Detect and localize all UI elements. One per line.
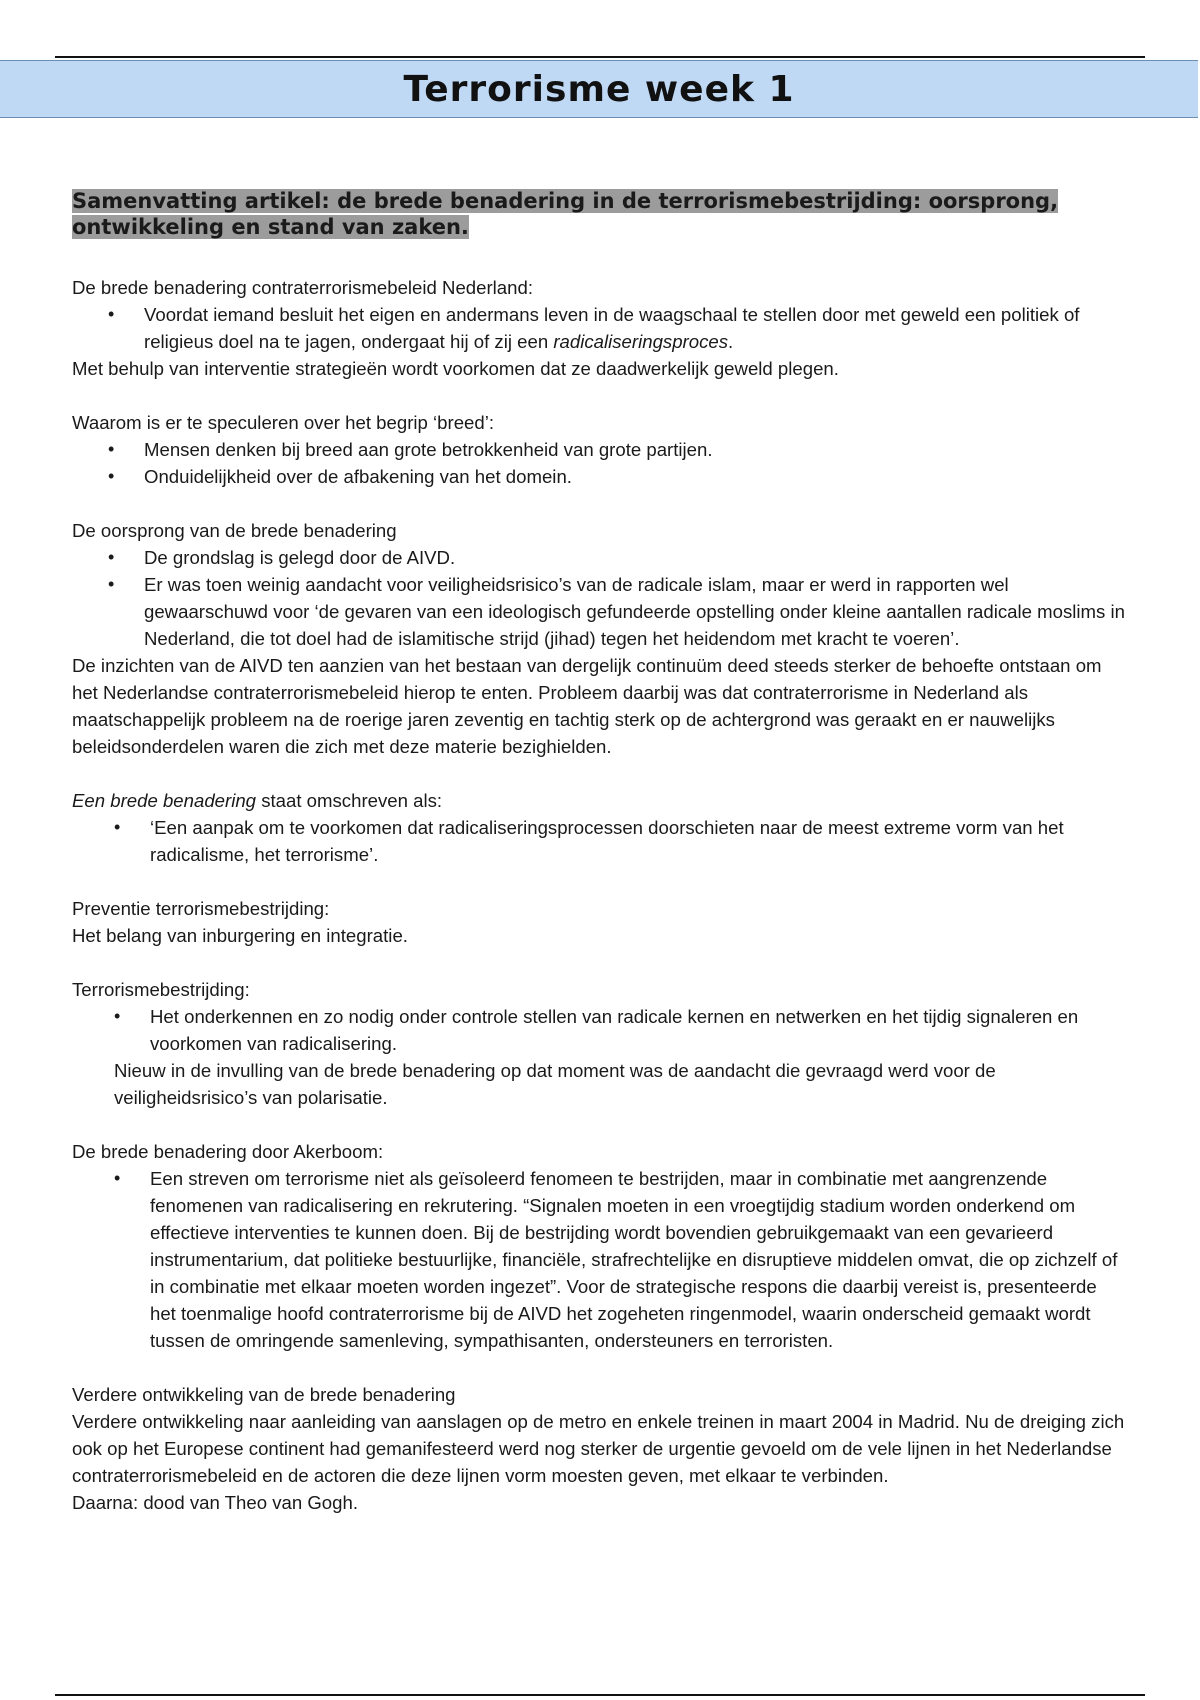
section-heading-breed: Waarom is er te speculeren over het begrip ‘breed’: [72,412,495,433]
list-item: • Een streven om terrorisme niet als geïsoleerd fenomeen te bestrijden, maar in combinatie met aangrenzende fenomenen van radicalisering en rekrutering. “Signalen moeten in een vroegtijdig stadium worden onderkend om effectieve interventies te kunnen doen. Bij de bestrijding wordt bovendien gebruikgemaakt van een gevarieerd instrumentarium, dat politieke bestuurlijke, financiële, strafrechtelijke en disruptieve middelen omvat, die op zichzelf of in combinatie met elkaar moeten worden ingezet”. Voor de strategische respons die daarbij vereist is, presenteerde het toenmalige hoofd contraterrorisme bij de AIVD het zogeheten ringenmodel, waarin onderscheid gemaakt wordt tussen de omringende samenleving, sympathisanten, ondersteuners en terroristen. [72,1165,1127,1354]
list-item: • ‘Een aanpak om te voorkomen dat radicaliseringsprocessen doorschieten naar de meest extreme vorm van het radicalisme, het terrorisme’. [72,814,1127,868]
paragraph: Nieuw in de invulling van de brede benadering op dat moment was de aandacht die gevraagd werd voor de veiligheidsrisico’s van polarisatie. [114,1060,996,1108]
article-subtitle [72,188,1127,240]
section-heading-akerboom: De brede benadering door Akerboom: [72,1141,384,1162]
list-item [72,301,1127,355]
bottom-rule [55,1694,1145,1696]
page-title: Terrorisme week 1 [403,68,795,110]
list-akerboom [72,1165,1127,1354]
paragraph: Met behulp van interventie strategieën wordt voorkomen dat ze daadwerkelijk geweld plegen. [72,358,839,379]
list-item: • Mensen denken bij breed aan grote betrokkenheid van grote partijen. [72,436,1127,463]
heading-text: staat omschreven als: [256,790,443,811]
paragraph: Daarna: dood van Theo van Gogh. [72,1492,358,1513]
list-oorsprong [72,544,1127,652]
list-item: • Onduidelijkheid over de afbakening van het domein. [72,463,1127,490]
list-brede-nl [72,301,1127,355]
list-bestrijding [72,1003,1127,1057]
section-heading-oorsprong: De oorsprong van de brede benadering [72,520,397,541]
paragraph: Het belang van inburgering en integratie. [72,925,408,946]
list-item: • De grondslag is gelegd door de AIVD. [72,544,1127,571]
section-heading-preventie: Preventie terrorismebestrijding: [72,898,330,919]
list-item: • Het onderkennen en zo nodig onder controle stellen van radicale kernen en netwerken en het tijdig signaleren en voorkomen van radicalisering. [72,1003,1127,1057]
list-omschreven [72,814,1127,868]
title-band [0,60,1198,118]
list-item: • Er was toen weinig aandacht voor veiligheidsrisico’s van de radicale islam, maar er werd in rapporten wel gewaarschuwd voor ‘de gevaren van een ideologisch gefundeerde opstelling onder kleine aantallen radicale moslims in Nederland, die tot doel had de islamitische strijd (jihad) tegen het heidendom met kracht te voeren’. [72,571,1127,652]
list-item-text: Voordat iemand besluit het eigen en andermans leven in de waagschaal te stellen door met geweld een politiek of religieus doel na te jagen, ondergaat hij of zij een [144,304,1080,352]
paragraph: De inzichten van de AIVD ten aanzien van het bestaan van dergelijk continuüm deed steeds sterker de behoefte ontstaan om het Nederlandse contraterrorismebeleid hierop te enten. Probleem daarbij was dat contraterrorisme in Nederland als maatschappelijk probleem na de roerige jaren zeventig en tachtig sterk op de achtergrond was geraakt en er nauwelijks beleidsonderdelen waren die zich met deze materie bezighielden. [72,655,1102,757]
section-heading-omschreven [72,787,1127,814]
list-item-text: . [728,331,734,352]
emphasis-text: radicaliseringsproces [553,331,729,352]
section-heading-bestrijding: Terrorismebestrijding: [72,979,250,1000]
section-heading-verdere: Verdere ontwikkeling van de brede benadering [72,1384,456,1405]
subtitle-highlight: Samenvatting artikel: de brede benadering in de terrorismebestrijding: oorsprong, ontwikkeling en stand van zaken. [72,189,1059,239]
top-rule [55,56,1145,58]
paragraph: Verdere ontwikkeling naar aanleiding van aanslagen op de metro en enkele treinen in maart 2004 in Madrid. Nu de dreiging zich ook op het Europese continent had gemanifesteerd werd nog sterker de urgentie gevoeld om de vele lijnen in het Nederlandse contraterrorismebeleid en de actoren die deze lijnen vorm moesten geven, met elkaar te verbinden. [72,1411,1125,1486]
section-heading-brede-nl: De brede benadering contraterrorismebeleid Nederland: [72,277,533,298]
list-breed [72,436,1127,490]
emphasis-text: Een brede benadering [72,790,257,811]
document-body [72,188,1127,1516]
